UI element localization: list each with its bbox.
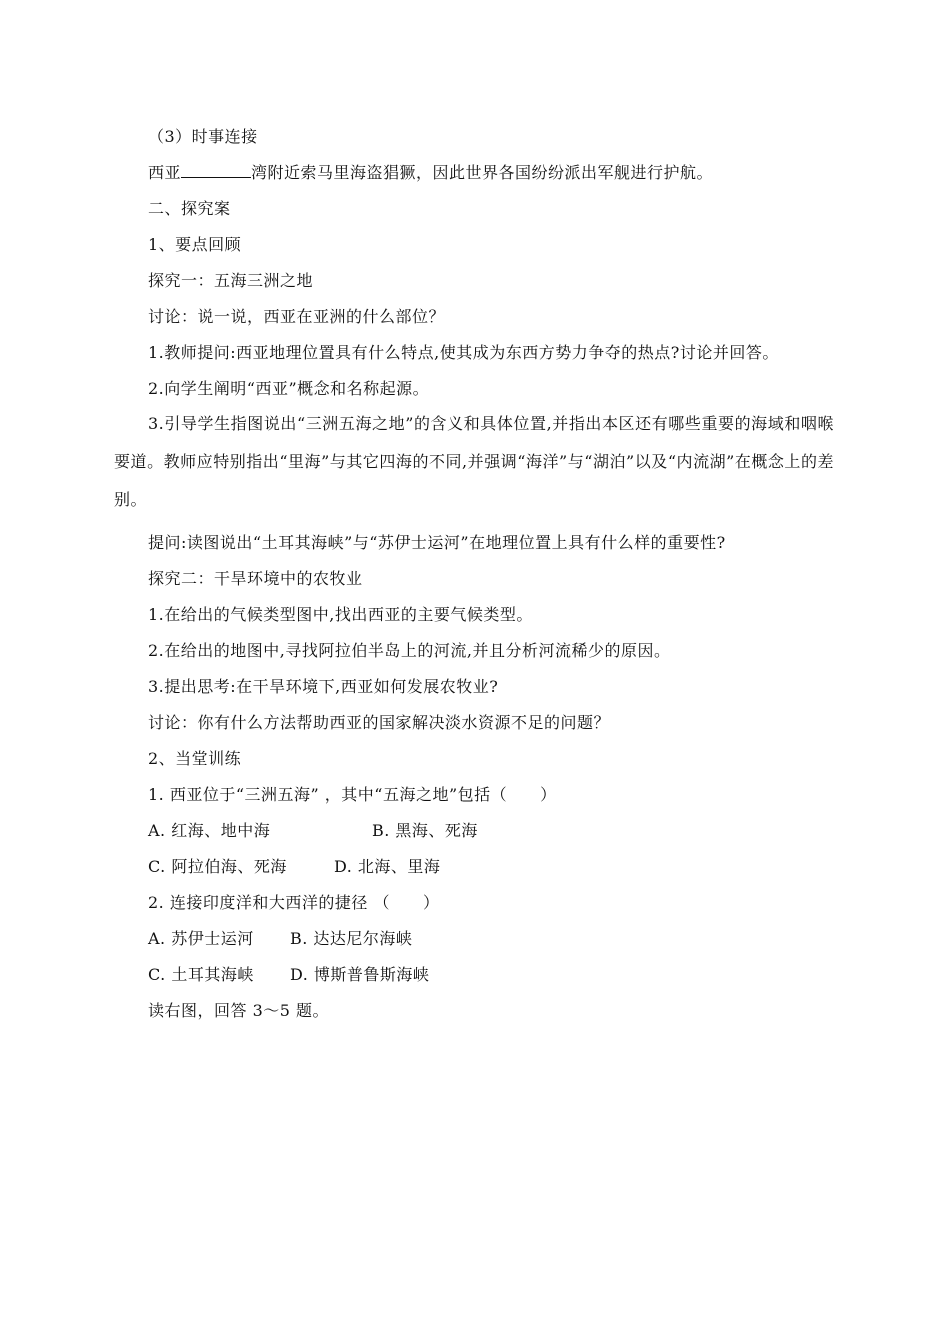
option-2d: D. 博斯普鲁斯海峡	[290, 965, 430, 984]
item-agriculture: 3.提出思考:在干旱环境下,西亚如何发展农牧业?	[148, 677, 499, 696]
inquiry-two-title: 探究二：干旱环境中的农牧业	[148, 569, 363, 588]
sentence-suffix: 湾附近索马里海盗猖獗，因此世界各国纷纷派出军舰进行护航。	[251, 163, 714, 182]
option-1a: A. 红海、地中海	[148, 821, 271, 840]
question-1: 1. 西亚位于“三洲五海” ，其中“五海之地”包括（ ）	[148, 785, 557, 804]
question-1-options-cd	[148, 857, 440, 877]
heading-key-review: 1、要点回顾	[148, 235, 242, 254]
option-2b: B. 达达尼尔海峡	[290, 929, 413, 948]
option-2a: A. 苏伊士运河	[148, 929, 254, 948]
discussion-water: 讨论：你有什么方法帮助西亚的国家解决淡水资源不足的问题？	[148, 713, 611, 732]
question-2: 2. 连接印度洋和大西洋的捷径 （ ）	[148, 893, 440, 912]
answer-blank	[181, 163, 251, 178]
question-2-options-cd	[148, 965, 429, 985]
item-west-asia-concept: 2.向学生阐明“西亚”概念和名称起源。	[148, 379, 430, 398]
option-2c: C. 土耳其海峡	[148, 965, 254, 984]
question-2-options-ab	[148, 929, 412, 949]
heading-practice: 2、当堂训练	[148, 749, 242, 768]
question-straits: 提问:读图说出“土耳其海峡”与“苏伊士运河”在地理位置上具有什么样的重要性?	[148, 533, 726, 552]
option-1b: B. 黑海、死海	[372, 821, 478, 840]
item-map-guidance: 3.引导学生指图说出“三洲五海之地”的含义和具体位置,并指出本区还有哪些重要的海域和咽喉要道。教师应特别指出“里海”与其它四海的不同,并强调“海洋”与“湖泊”以及“内流湖”在概念上的差别。	[114, 414, 834, 509]
section-current-events: （3）时事连接	[148, 127, 258, 146]
discussion-one: 讨论：说一说，西亚在亚洲的什么部位？	[148, 307, 446, 326]
option-1d: D. 北海、里海	[334, 857, 441, 876]
sentence-prefix: 西亚	[148, 163, 182, 182]
item-rivers: 2.在给出的地图中,寻找阿拉伯半岛上的河流,并且分析河流稀少的原因。	[148, 641, 671, 660]
inquiry-one-title: 探究一：五海三洲之地	[148, 271, 314, 290]
heading-inquiry: 二、探究案	[148, 199, 231, 218]
fill-blank-sentence	[148, 163, 713, 183]
item-teacher-question: 1.教师提问:西亚地理位置具有什么特点,使其成为东西方势力争夺的热点?讨论并回答。	[148, 343, 779, 362]
question-1-options-ab	[148, 821, 478, 841]
option-1c: C. 阿拉伯海、死海	[148, 857, 287, 876]
read-figure-instruction: 读右图，回答 3～5 题。	[148, 1001, 330, 1020]
item-climate: 1.在给出的气候类型图中,找出西亚的主要气候类型。	[148, 605, 533, 624]
